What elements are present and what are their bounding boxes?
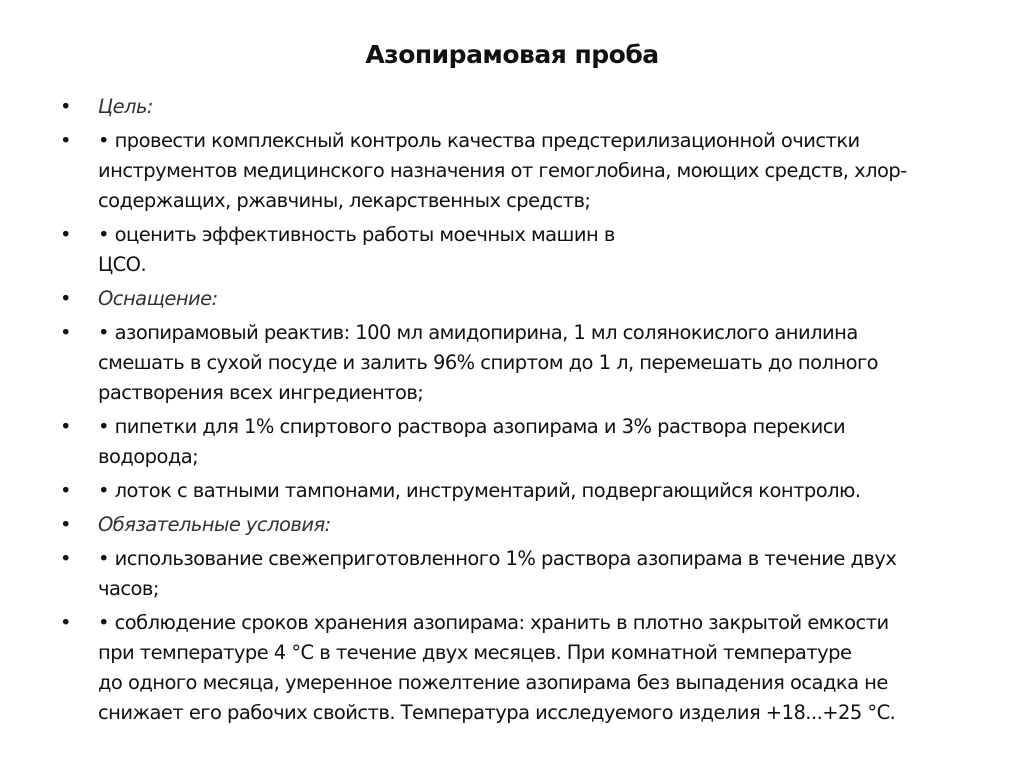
section-heading-conditions: Обязательные условия:: [98, 513, 331, 536]
list-item: [60, 510, 1010, 540]
section-heading-goal: Цель:: [98, 95, 153, 118]
list-item-text: • пипетки для 1% спиртового раствора азопирама и 3% раствора перекиси водорода;: [98, 415, 846, 468]
list-item-text: • соблюдение сроков хранения азопирама: хранить в плотно закрытой емкости при температуре 4 °С в течение двух месяцев. При комнатной температуре до одного месяца, умеренное пожелтение азопирама без выпадения осадка не снижает его рабочих свойств. Температура исследуемого изделия +18...+25 °С.: [98, 611, 896, 724]
list-item: [60, 126, 1010, 216]
list-item-text: • оценить эффективность работы моечных машин в ЦСО.: [98, 223, 615, 276]
list-item: [60, 220, 1010, 280]
bullet-icon: •: [60, 547, 71, 570]
list-item-text: • лоток с ватными тампонами, инструментарий, подвергающийся контролю.: [98, 479, 861, 502]
bullet-icon: •: [60, 287, 71, 310]
list-item: [60, 412, 1010, 472]
list-item-text: • использование свежеприготовленного 1% раствора азопирама в течение двух часов;: [98, 547, 897, 600]
bullet-icon: •: [60, 129, 71, 152]
list-item: [60, 544, 1010, 604]
section-heading-equipment: Оснащение:: [98, 287, 218, 310]
list-item: [60, 476, 1010, 506]
bullet-icon: •: [60, 611, 71, 634]
bullet-icon: •: [60, 415, 71, 438]
list-item: [60, 608, 1010, 728]
bullet-icon: •: [60, 95, 71, 118]
list-item: [60, 284, 1010, 314]
list-item: [60, 92, 1010, 122]
bullet-icon: •: [60, 479, 71, 502]
list-item: [60, 318, 1010, 408]
list-item-text: • азопирамовый реактив: 100 мл амидопирина, 1 мл солянокислого анилина смешать в сухой посуде и залить 96% спиртом до 1 л, перемешать до полного растворения всех ингредиентов;: [98, 321, 879, 404]
list-item-text: • провести комплексный контроль качества предстерилизационной очистки инструментов медицинского назначения от гемоглобина, моющих средств, хлор- содержащих, ржавчины, лекарственных средств;: [98, 129, 907, 212]
bullet-icon: •: [60, 321, 71, 344]
bullet-icon: •: [60, 223, 71, 246]
slide-title: Азопирамовая проба: [365, 40, 659, 69]
bullet-list: [60, 92, 1010, 732]
bullet-icon: •: [60, 513, 71, 536]
